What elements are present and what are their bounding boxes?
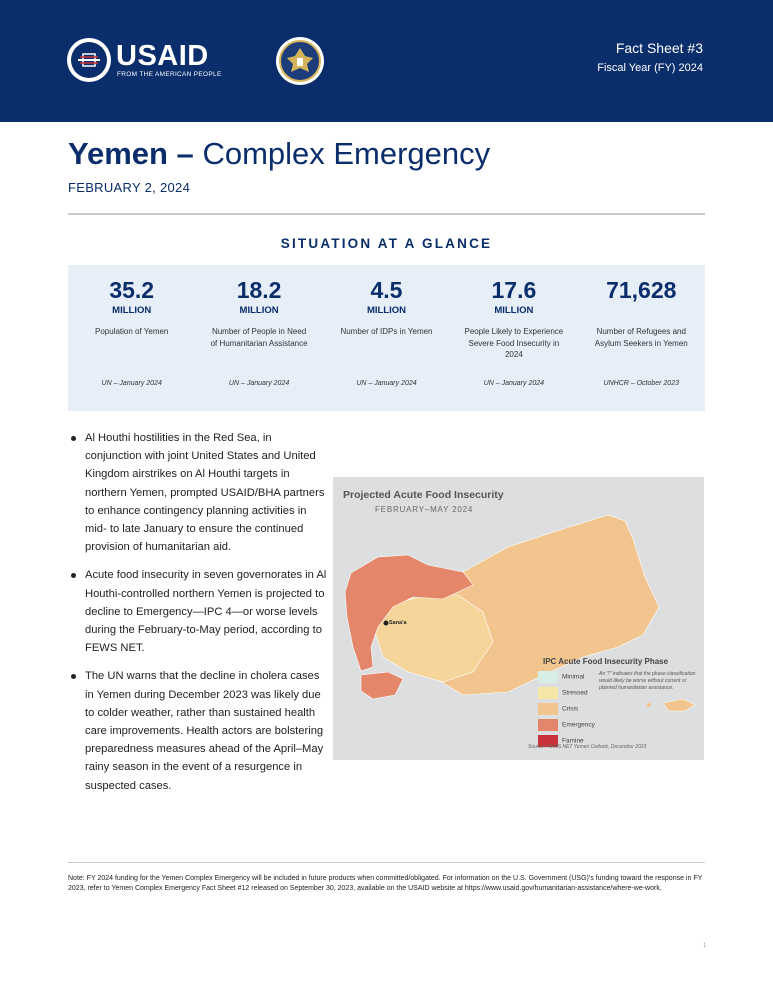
map-title: Projected Acute Food Insecurity [343,489,504,501]
legend-item-crisis: Crisis [538,703,578,715]
funding-note: Note: FY 2024 funding for the Yemen Complex Emergency will be included in future products when committed/obligated. For information on the U.S. Government (USG)'s funding toward the response in FY 2023, refer to Yemen Complex Emergency Fact Sheet #12 released on September 30, 2023, available on the USAID website at https://www.usaid.gov/humanitarian-assistance/where-we-work. [68,875,703,892]
title-country: Yemen – [68,136,194,171]
publication-date: FEBRUARY 2, 2024 [68,180,191,195]
list-item: Al Houthi hostilities in the Red Sea, in conjunction with joint United States and United Kingdom airstrikes on Al Houthi targets in northern Yemen, prompted USAID/BHA partners to enhance contingency planning activities in mid- to late January to ensure the continued provision of humanitarian aid. [68,429,330,556]
yemen-map [333,477,704,760]
top-divider [68,213,705,215]
list-item: The UN warns that the decline in cholera cases in Yemen during December 2023 was likely due to colder weather, rather than sustained health care improvements. Health actors are bolstering preparedness measures ahead of the April–May rainy season in the event of a resurgence in suspected cases. [68,667,330,794]
usaid-logo-text: USAID [116,40,209,72]
legend-swatch [538,671,558,683]
page-number: 1 [703,943,707,949]
stat-value: 18.2 [236,277,282,303]
sanaa-marker-icon [384,621,389,626]
stat-label: Population of Yemen [94,327,169,336]
legend-title: IPC Acute Food Insecurity Phase [543,657,669,666]
stat-unit: MILLION [112,305,152,316]
stat-value: 17.6 [491,277,537,303]
map-region-stressed [375,595,493,682]
map-subtitle: FEBRUARY–MAY 2024 [375,505,474,514]
usaid-seal-icon [66,37,112,83]
legend-swatch [538,687,558,699]
legend-item-minimal: Minimal [538,671,584,683]
map-region-emergency-south [361,672,403,699]
stat-source: UN – January 2024 [228,380,290,387]
stat-label: People Likely to Experience Severe Food Insecurity in 2024 [464,327,564,359]
stat-unit: MILLION [366,305,406,316]
state-department-seal-icon [275,36,325,86]
stat-refugees [578,265,705,411]
key-developments-list [68,429,330,805]
stat-population [68,265,195,411]
usaid-tagline: FROM THE AMERICAN PEOPLE [117,71,222,78]
stat-label: Number of IDPs in Yemen [340,327,433,336]
map-island-socotra [663,699,695,711]
fiscal-year: Fiscal Year (FY) 2024 [597,62,703,74]
stat-label: Number of People in Need of Humanitarian Assistance [210,327,308,348]
list-item: Acute food insecurity in seven governorates in Al Houthi-controlled northern Yemen is projected to decline to Emergency—IPC 4—or worse levels during the February-to-May period, according to FEWS NET. [68,566,330,657]
glance-stats-panel [68,265,705,411]
stat-value: 71,628 [606,277,677,303]
legend-item-famine: Famine [538,735,584,747]
page-title [68,136,490,172]
stat-value: 4.5 [370,277,403,303]
stat-food-insecurity [450,265,577,411]
title-subtitle: Complex Emergency [202,136,491,171]
legend-swatch [538,703,558,715]
bottom-divider [68,862,705,863]
legend-item-stressed: Stressed [538,687,588,699]
glance-heading: SITUATION AT A GLANCE [280,236,493,251]
stat-source: UN – January 2024 [483,380,545,387]
stat-unit: MILLION [494,305,534,316]
stat-idps [323,265,450,411]
city-label: Sana'a [389,620,407,626]
legend-swatch [538,719,558,731]
header-banner [0,0,773,122]
map-source: Source: FEWS NET Yemen Outlook, December 2023 [528,744,647,750]
stat-label: Number of Refugees and Asylum Seekers in Yemen [594,327,688,348]
stat-unit: MILLION [239,305,279,316]
fact-sheet-number: Fact Sheet #3 [615,40,703,56]
stat-people-in-need [195,265,322,411]
stat-source: UN – January 2024 [101,380,162,387]
legend-note: An "!" indicates that the phase classification would likely be worse without current or planned humanitarian assistance. [599,671,696,691]
food-insecurity-map [333,477,704,760]
stat-value: 35.2 [109,277,155,303]
stat-source: UN – January 2024 [356,380,417,387]
legend-item-emergency: Emergency [538,719,595,731]
stat-source: UNHCR – October 2023 [603,380,679,387]
